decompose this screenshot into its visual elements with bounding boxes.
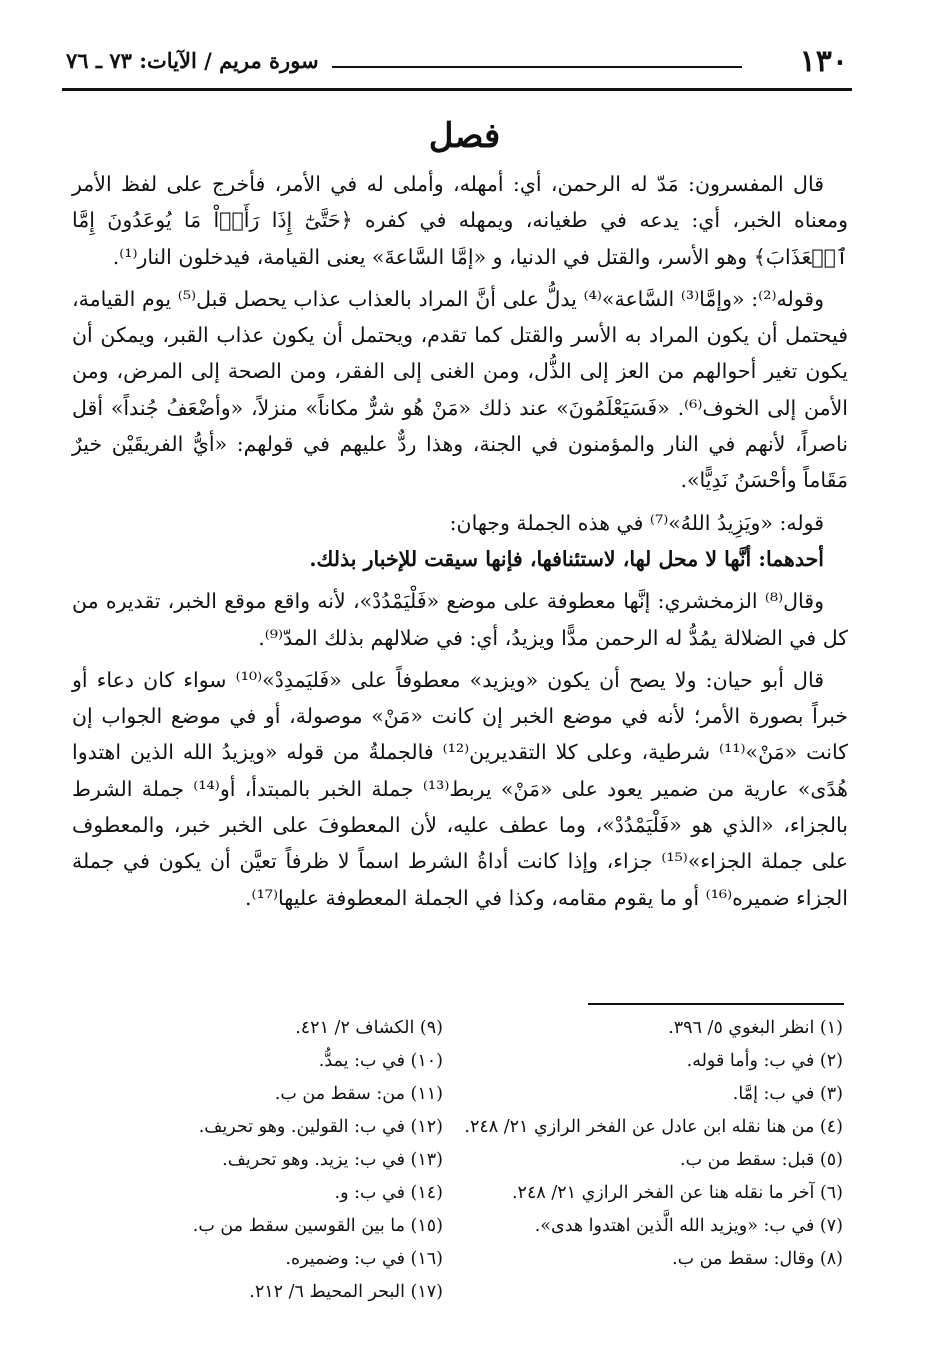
paragraph: وقوله⁽²⁾: «وإمَّا⁽³⁾ السَّاعة»⁽⁴⁾ يدلُّ على أنَّ المراد بالعذاب عذاب يحصل قبل⁽⁵⁾ يوم القيامة، فيحتمل أن يكون المراد به الأسر والقتل كما تقدم، ويحتمل أن يكون عذاب القبر، ويمكن أن يكون تغير أحوالهم من العز إلى الذُّل، ومن الغنى إلى الفقر، ومن الصحة إلى المرض، ومن الأمن إلى الخوف⁽⁶⁾. «فَسَيَعْلَمُونَ» عند ذلك «مَنْ هُو شرٌّ مكاناً» منزلاً، «وأضْعَفُ جُنداً» أقل ناصراً، لأنهم في النار والمؤمنون في الجنة، وهذا ردٌّ عليهم في قولهم: «أيُّ الفريقَيْن خيرٌ مَقَاماً وأحْسَنُ نَدِيًّا». [72,286,849,493]
footnote: (٢) في ب: وأما قوله. [686,1051,843,1071]
footnote: (١٦) في ب: وضميره. [285,1249,443,1269]
footnote: (١٧) البحر المحيط ٦/ ٢١٢. [249,1282,443,1302]
paragraph: قال أبو حيان: ولا يصح أن يكون «ويزيد» معطوفاً على «فَليَمدِدْ»⁽¹⁰⁾ سواء كان دعاء أو خبراً بصورة الأمر؛ لأنه في موضع الخبر إن كانت «مَنْ» موصولة، أو في موضع الجواب إن كانت «مَنْ»⁽¹¹⁾ شرطية، وعلى كلا التقديرين⁽¹²⁾ فالجملةُ من قوله «ويزيدُ الله الذين اهتدوا هُدًى» عارية من ضمير يعود على «مَنْ» يربط⁽¹³⁾ جملة الخبر بالمبتدأ، أو⁽¹⁴⁾ جملة الشرط بالجزاء، «الذي هو «فَلْيَمْدُدْ»، وما عطف عليه، لأن المعطوفَ على الخبر خبر، والمعطوف على جملة الجزاء»⁽¹⁵⁾ جزاء، وإذا كانت أداةُ الشرط اسماً لا ظرفاً تعيَّن أن يكون في جملة الجزاء ضميره⁽¹⁶⁾ أو ما يقوم مقامه، وكذا في الجملة المعطوفة عليها⁽¹⁷⁾. [72,667,848,910]
first-aspect-text: أنَّها لا محل لها، لاستئنافها، فإنها سيقت للإخبار بذلك. [309,546,759,571]
footnote: (١٣) في ب: يزيد. وهو تحريف. [222,1150,443,1170]
footnote: (٩) الكشاف ٢/ ٤٢١. [295,1018,443,1038]
page-header [62,34,852,90]
footnote: (١٢) في ب: القولين. وهو تحريف. [198,1117,443,1137]
first-aspect-label: أحدهما: [758,546,824,571]
main-text [72,166,848,916]
footnote: (١) انظر البغوي ٥/ ٣٩٦. [668,1018,843,1038]
footnote: (٧) في ب: «ويزيد الله الَّذين اهتدوا هدى». [534,1216,843,1236]
footnote: (١١) من: سقط من ب. [274,1084,443,1104]
footnote: (٦) آخر ما نقله هنا عن الفخر الرازي ٢١/ ٢٤٨. [511,1183,843,1203]
footnotes-right-column [453,1012,843,1276]
page-number: ١٣٠ [799,44,848,79]
footnote: (١٥) ما بين القوسين سقط من ب. [192,1216,443,1236]
header-dash-line [332,66,742,68]
paragraph: قوله: «ويَزِيدُ اللهُ»⁽⁷⁾ في هذه الجملة وجهان: [449,510,824,535]
footnote-rule [588,1003,844,1005]
footnote: (٨) وقال: سقط من ب. [672,1249,843,1269]
paragraph: وقال⁽⁸⁾ الزمخشري: إنَّها معطوفة على موضع «فَلْيَمْدُدْ»، لأنه واقع موقع الخبر، تقديره من كل في الضلالة يمُدُّ له الرحمن مدًّا ويزيدُ، أي: في ضلالهم بذلك المدّ⁽⁹⁾. [72,589,848,650]
running-head: سورة مريم / الآيات: ٧٣ ـ ٧٦ [66,48,319,73]
paragraph-first-aspect [72,541,848,577]
footnotes-left-column [143,1012,443,1309]
footnote: (١٤) في ب: و. [334,1183,443,1203]
header-rule [62,88,852,91]
footnote: (١٠) في ب: يمدُّ. [318,1051,443,1071]
paragraph: قال المفسرون: مَدّ له الرحمن، أي: أمهله، وأملى له في الأمر، فأخرج على لفظ الأمر ومعناه الخبر، أي: يدعه في طغيانه، ويمهله في كفره ﴿حَتَّىٰٓ إِذَا رَأَوۡاْ مَا يُوعَدُونَ إِمَّا ٱلۡعَذَابَ﴾ وهو الأسر، والقتل في الدنيا، و «إمَّا السَّاعةَ» يعنى القيامة، فيدخلون النار⁽¹⁾. [72,172,848,269]
footnote: (٣) في ب: إمَّا. [732,1084,843,1104]
footnote: (٥) قبل: سقط من ب. [680,1150,843,1170]
footnote: (٤) من هنا نقله ابن عادل عن الفخر الرازي ٢١/ ٢٤٨. [464,1117,843,1137]
section-title: فصل [428,116,501,156]
